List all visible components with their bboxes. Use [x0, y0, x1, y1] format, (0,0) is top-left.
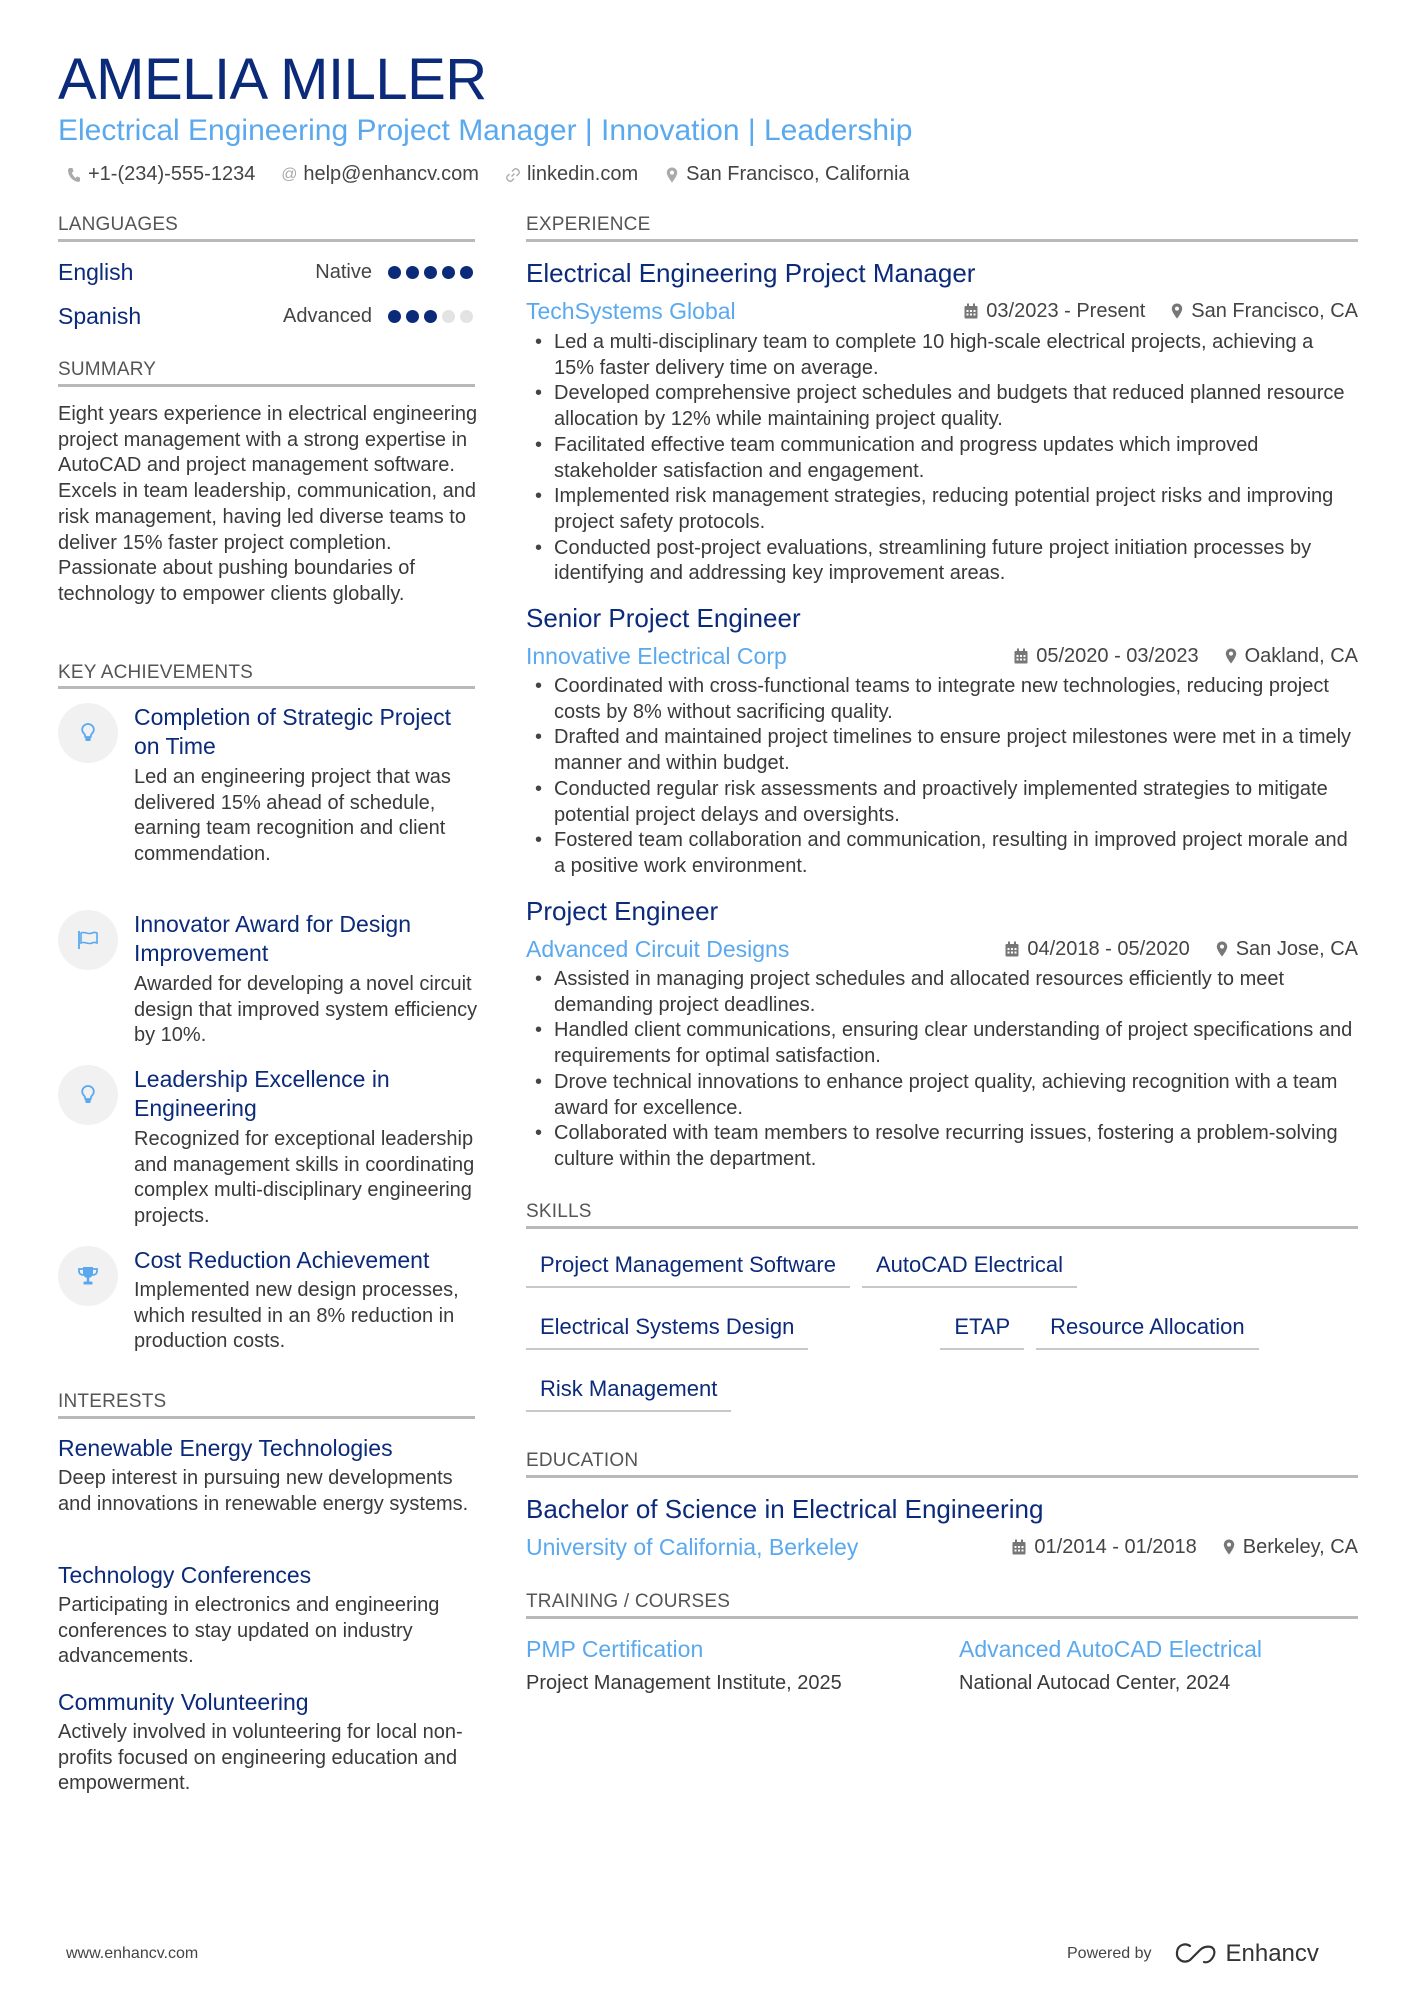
linkedin-text: linkedin.com — [526, 163, 639, 185]
location-pin-icon — [1171, 303, 1183, 319]
calendar-icon — [1012, 1539, 1026, 1555]
job-meta — [526, 641, 1358, 671]
achievement-title: Completion of Strategic Project on Time — [134, 704, 452, 759]
proficiency-dots — [388, 266, 473, 279]
language-name: Spanish — [58, 302, 142, 329]
job-bullets — [526, 330, 1358, 587]
contact-location — [664, 163, 909, 186]
achievements-divider — [58, 686, 475, 689]
contact-email[interactable] — [281, 163, 479, 186]
skills-list — [526, 1246, 1358, 1412]
achievement-item — [58, 910, 478, 1060]
company-name: Innovative Electrical Corp — [526, 642, 787, 669]
bullet-item: • Assisted in managing project schedules and allocated resources efficiently to meet demanding project deadlines. — [526, 967, 1358, 1018]
bullet-item: • Drove technical innovations to enhance project quality, achieving recognition with a team award for excellence. — [526, 1070, 1358, 1121]
email-text: help@enhancv.com — [303, 163, 479, 185]
course-title: PMP Certification — [526, 1636, 704, 1662]
job-bullets — [526, 674, 1358, 880]
interest-description: Deep interest in pursuing new developments and innovations in renewable energy systems. — [58, 1467, 469, 1515]
bullet-item: • Coordinated with cross-functional teams to integrate new technologies, reducing project costs by 8% without sacrificing quality. — [526, 674, 1358, 725]
achievement-item — [58, 1065, 478, 1245]
lightbulb-icon — [58, 703, 118, 763]
achievement-title: Leadership Excellence in Engineering — [134, 1066, 390, 1121]
contact-linkedin[interactable] — [505, 163, 638, 186]
skill-tag: AutoCAD Electrical — [862, 1246, 1077, 1288]
education-dates: 01/2014 - 01/2018 — [1012, 1536, 1196, 1559]
job-location: Oakland, CA — [1225, 645, 1358, 668]
degree-title: Bachelor of Science in Electrical Engineering — [526, 1494, 1044, 1524]
bullet-item: • Drafted and maintained project timelines to ensure project milestones were met in a timely manner and within budget. — [526, 725, 1358, 776]
achievement-item — [58, 703, 478, 903]
achievement-description: Led an engineering project that was delivered 15% ahead of schedule, earning team recognition and client commendation. — [134, 766, 451, 866]
bullet-item: • Implemented risk management strategies, reducing potential project risks and improving project safety protocols. — [526, 484, 1358, 535]
job-title: Senior Project Engineer — [526, 603, 801, 633]
interest-description: Actively involved in volunteering for local non-profits focused on engineering education and empowerment. — [58, 1721, 463, 1795]
flag-icon — [58, 910, 118, 970]
calendar-icon — [1014, 648, 1028, 664]
job-meta — [526, 934, 1358, 964]
bullet-item: • Led a multi-disciplinary team to complete 10 high-scale electrical projects, achieving a 15% faster delivery time on average. — [526, 330, 1358, 381]
trophy-icon — [58, 1246, 118, 1306]
bullet-item: • Developed comprehensive project schedules and budgets that reduced planned resource allocation by 12% while maintaining project quality. — [526, 381, 1358, 432]
location-text: San Francisco, California — [686, 163, 910, 185]
education-heading: EDUCATION — [526, 1450, 639, 1471]
training-divider — [526, 1616, 1358, 1619]
job-dates: 04/2018 - 05/2020 — [1005, 938, 1189, 961]
lightbulb-icon — [58, 1065, 118, 1125]
achievement-description: Awarded for developing a novel circuit design that improved system efficiency by 10%. — [134, 973, 478, 1047]
course-item — [959, 1634, 1379, 1698]
footer-branding — [1067, 1940, 1319, 1968]
at-icon: @ — [281, 165, 298, 183]
education-divider — [526, 1475, 1358, 1478]
training-heading: TRAINING / COURSES — [526, 1591, 731, 1612]
summary-divider — [58, 384, 475, 387]
location-pin-icon — [1225, 648, 1237, 664]
company-name: TechSystems Global — [526, 297, 736, 324]
phone-icon — [66, 167, 82, 183]
bullet-item: • Handled client communications, ensuring clear understanding of project specifications and requirements for optimal satisfaction. — [526, 1018, 1358, 1069]
enhancv-logo-icon — [1174, 1942, 1218, 1966]
language-level: Advanced — [283, 304, 372, 327]
bullet-item: • Fostered team collaboration and communication, resulting in improved project morale and a positive work environment. — [526, 828, 1358, 879]
bullet-item: • Conducted post-project evaluations, streamlining future project initiation processes by identifying and addressing key improvement areas. — [526, 536, 1358, 587]
summary-heading: SUMMARY — [58, 359, 157, 380]
job-dates: 03/2023 - Present — [964, 300, 1145, 323]
job-title: Project Engineer — [526, 896, 719, 926]
skill-tag: ETAP — [940, 1308, 1024, 1350]
course-item — [526, 1634, 946, 1698]
interest-title: Renewable Energy Technologies — [58, 1435, 393, 1461]
achievement-title: Cost Reduction Achievement — [134, 1247, 430, 1273]
languages-heading: LANGUAGES — [58, 214, 179, 235]
skill-tag: Resource Allocation — [1036, 1308, 1258, 1350]
skills-divider — [526, 1226, 1358, 1229]
link-icon — [505, 167, 521, 183]
proficiency-dots — [388, 310, 473, 323]
company-name: Advanced Circuit Designs — [526, 935, 790, 962]
job-meta — [526, 296, 1358, 326]
interest-title: Community Volunteering — [58, 1689, 309, 1715]
bullet-item: • Collaborated with team members to resolve recurring issues, fostering a problem-solving culture within the department. — [526, 1121, 1358, 1172]
job-location: San Jose, CA — [1216, 938, 1358, 961]
skills-heading: SKILLS — [526, 1201, 592, 1222]
interest-title: Technology Conferences — [58, 1562, 312, 1588]
experience-divider — [526, 239, 1358, 242]
language-level: Native — [315, 260, 372, 283]
education-location: Berkeley, CA — [1223, 1536, 1358, 1559]
phone-text: +1-(234)-555-1234 — [88, 163, 256, 185]
brand-link[interactable]: Enhancv — [1174, 1940, 1319, 1968]
job-title: Electrical Engineering Project Manager — [526, 258, 976, 288]
location-pin-icon — [1223, 1539, 1235, 1555]
job-bullets — [526, 967, 1358, 1173]
footer-website-link[interactable]: www.enhancv.com — [66, 1945, 199, 1962]
interest-description: Participating in electronics and engineering conferences to stay updated on industry advancements. — [58, 1594, 440, 1668]
candidate-headline: Electrical Engineering Project Manager | Innovation | Leadership — [58, 114, 913, 147]
job-dates: 05/2020 - 03/2023 — [1014, 645, 1198, 668]
achievement-item — [58, 1246, 478, 1376]
calendar-icon — [1005, 941, 1019, 957]
experience-heading: EXPERIENCE — [526, 214, 651, 235]
contact-bar — [66, 163, 910, 186]
bullet-item: • Conducted regular risk assessments and proactively implemented strategies to mitigate potential project delays and oversights. — [526, 777, 1358, 828]
location-pin-icon — [664, 167, 680, 183]
contact-phone[interactable] — [66, 163, 255, 186]
skill-tag: Project Management Software — [526, 1246, 850, 1288]
languages-divider — [58, 239, 475, 242]
summary-text: Eight years experience in electrical engineering project management with a strong expertise in AutoCAD and project management software. Excels in team leadership, communication, and risk management, having led diverse teams to deliver 15% faster project completion. Passionate about pushing boundaries of technology to empower clients globally. — [58, 403, 478, 605]
education-meta — [526, 1532, 1358, 1562]
course-org: National Autocad Center, 2024 — [959, 1672, 1231, 1694]
course-title: Advanced AutoCAD Electrical — [959, 1636, 1262, 1662]
achievement-description: Recognized for exceptional leadership and management skills in coordinating complex multi-disciplinary engineering projects. — [134, 1128, 475, 1228]
location-pin-icon — [1216, 941, 1228, 957]
language-row-spanish — [58, 301, 473, 331]
skill-tag: Risk Management — [526, 1370, 731, 1412]
achievement-title: Innovator Award for Design Improvement — [134, 911, 412, 966]
achievement-description: Implemented new design processes, which resulted in an 8% reduction in production costs. — [134, 1279, 459, 1353]
course-org: Project Management Institute, 2025 — [526, 1672, 842, 1694]
job-location: San Francisco, CA — [1171, 300, 1358, 323]
calendar-icon — [964, 303, 978, 319]
achievements-heading: KEY ACHIEVEMENTS — [58, 662, 254, 683]
interests-divider — [58, 1416, 475, 1419]
language-name: English — [58, 258, 134, 285]
bullet-item: • Facilitated effective team communication and progress updates which improved stakeholder satisfaction and engagement. — [526, 433, 1358, 484]
skill-tag: Electrical Systems Design — [526, 1308, 808, 1350]
candidate-name: AMELIA MILLER — [58, 47, 487, 112]
school-name: University of California, Berkeley — [526, 1533, 859, 1560]
language-row-english — [58, 257, 473, 287]
powered-by-label: Powered by — [1067, 1945, 1152, 1962]
interests-heading: INTERESTS — [58, 1391, 167, 1412]
